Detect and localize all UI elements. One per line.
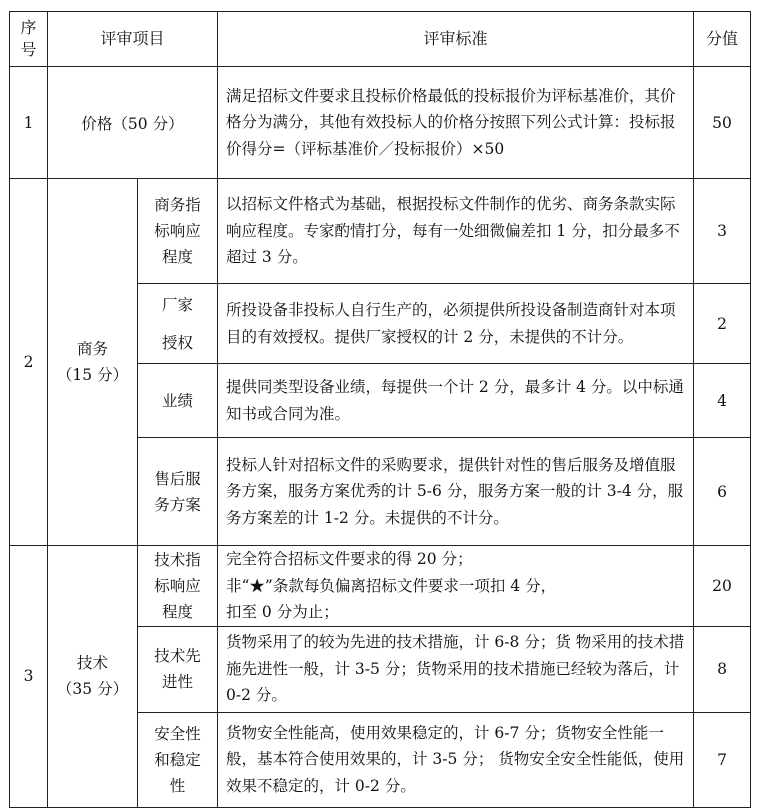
sub-item: 业绩 bbox=[138, 364, 218, 438]
row-item: 商务 （15 分） bbox=[48, 179, 138, 546]
scoring-table bbox=[9, 11, 751, 808]
row-standard: 所投设备非投标人自行生产的，必须提供所投设备制造商针对本项目的有效授权。提供厂家授权的计 2 分，未提供的不计分。 bbox=[218, 284, 694, 364]
header-standard: 评审标准 bbox=[218, 12, 694, 67]
table-row bbox=[10, 546, 751, 627]
row-seq: 3 bbox=[10, 546, 48, 808]
row-standard: 完全符合招标文件要求的得 20 分； 非“★”条款每负偏离招标文件要求一项扣 4 分， 扣至 0 分为止； bbox=[218, 546, 694, 627]
row-score: 6 bbox=[694, 438, 751, 546]
row-score: 20 bbox=[694, 546, 751, 627]
sub-item: 商务指 标响应 程度 bbox=[138, 179, 218, 284]
sub-item: 售后服 务方案 bbox=[138, 438, 218, 546]
row-score: 8 bbox=[694, 626, 751, 712]
header-item: 评审项目 bbox=[48, 12, 218, 67]
table-row bbox=[10, 67, 751, 179]
row-score: 4 bbox=[694, 364, 751, 438]
row-standard: 投标人针对招标文件的采购要求，提供针对性的售后服务及增值服务方案，服务方案优秀的计 5-6 分，服务方案一般的计 3-4 分，服务方案差的计 1-2 分。未提供的不计分。 bbox=[218, 438, 694, 546]
sub-item: 安全性 和稳定 性 bbox=[138, 712, 218, 807]
row-item: 技术 （35 分） bbox=[48, 546, 138, 808]
row-standard: 货物采用了的较为先进的技术措施，计 6-8 分；货 物采用的技术措施先进性一般，计 3-5 分；货物采用的技术措施已经较为落后，计 0-2 分。 bbox=[218, 626, 694, 712]
row-standard: 满足招标文件要求且投标价格最低的投标报价为评标基准价，其价格分为满分，其他有效投标人的价格分按照下列公式计算：投标报价得分=（评标基准价／投标报价）×50 bbox=[218, 67, 694, 179]
sub-item: 厂家 授权 bbox=[138, 284, 218, 364]
row-seq: 2 bbox=[10, 179, 48, 546]
header-seq: 序 号 bbox=[10, 12, 48, 67]
row-score: 7 bbox=[694, 712, 751, 807]
row-item: 价格（50 分） bbox=[48, 67, 218, 179]
row-standard: 提供同类型设备业绩，每提供一个计 2 分，最多计 4 分。以中标通知书或合同为准。 bbox=[218, 364, 694, 438]
row-score: 50 bbox=[694, 67, 751, 179]
header-row bbox=[10, 12, 751, 67]
row-standard: 以招标文件格式为基础，根据投标文件制作的优劣、商务条款实际响应程度。专家酌情打分，每有一处细微偏差扣 1 分，扣分最多不超过 3 分。 bbox=[218, 179, 694, 284]
sub-item: 技术先 进性 bbox=[138, 626, 218, 712]
row-score: 3 bbox=[694, 179, 751, 284]
table-row bbox=[10, 179, 751, 284]
sub-item: 技术指 标响应 程度 bbox=[138, 546, 218, 627]
row-standard: 货物安全性能高，使用效果稳定的，计 6-7 分；货物安全性能一般，基本符合使用效果的，计 3-5 分； 货物安全安全性能低，使用效果不稳定的，计 0-2 分。 bbox=[218, 712, 694, 807]
header-score: 分值 bbox=[694, 12, 751, 67]
row-score: 2 bbox=[694, 284, 751, 364]
row-seq: 1 bbox=[10, 67, 48, 179]
